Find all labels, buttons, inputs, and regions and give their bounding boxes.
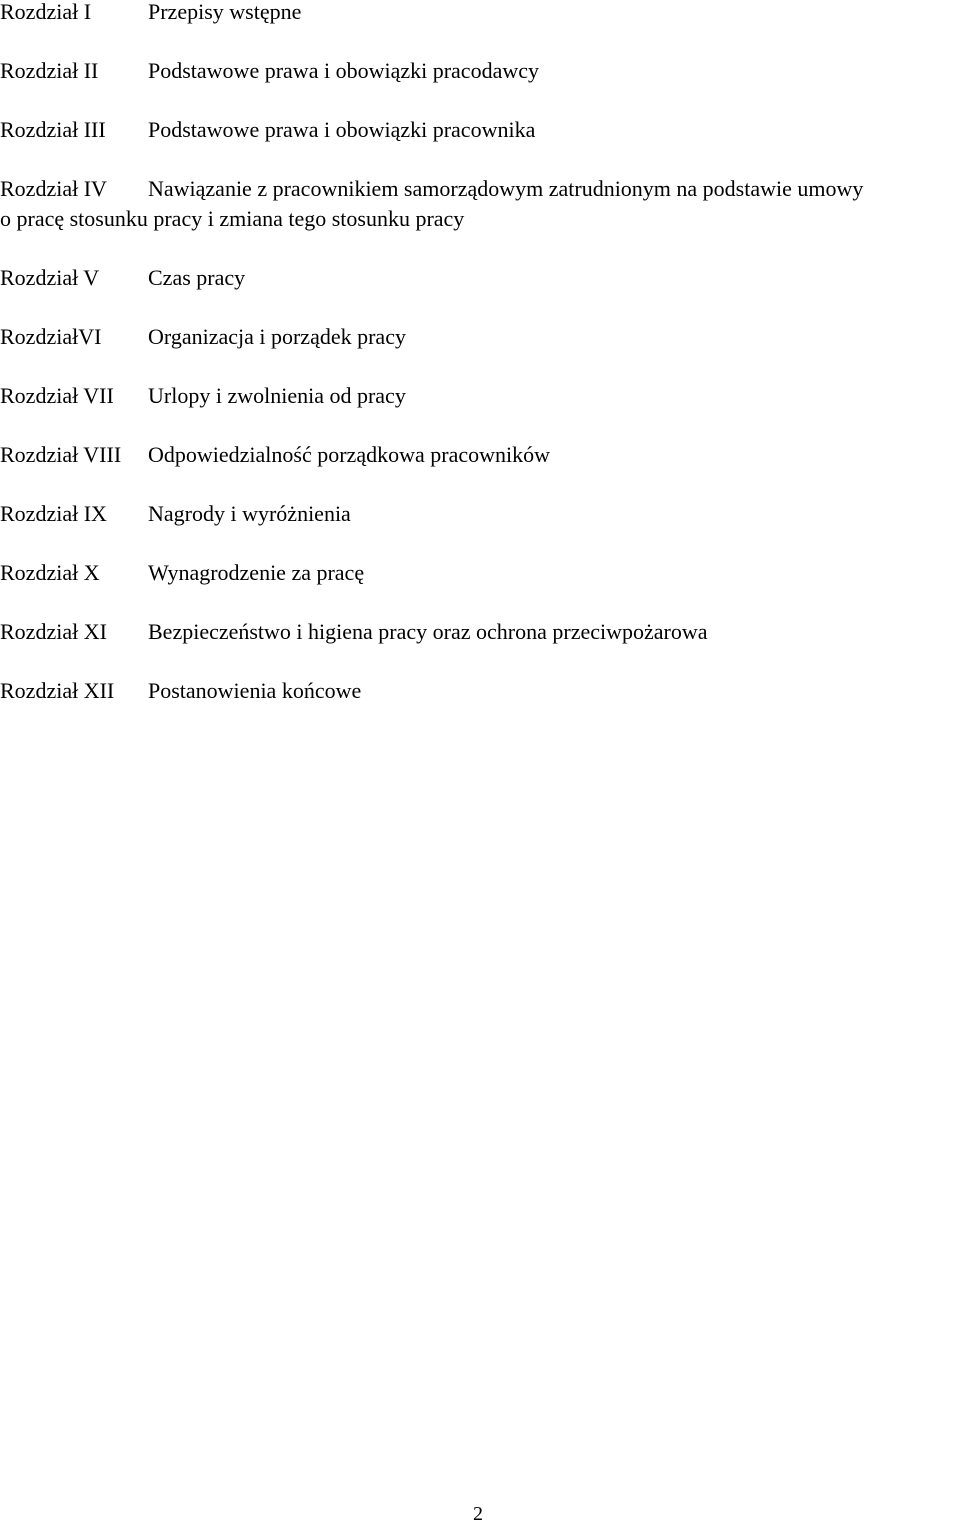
- chapter-title: Bezpieczeństwo i higiena pracy oraz ochrona przeciwpożarowa: [148, 619, 708, 644]
- chapter-label: Rozdział II: [0, 58, 99, 83]
- chapter-label: Rozdział XI: [0, 619, 107, 644]
- chapter-label: Rozdział III: [0, 117, 106, 142]
- chapter-label: Rozdział I: [0, 0, 92, 24]
- chapter-title: Odpowiedzialność porządkowa pracowników: [148, 442, 550, 467]
- chapter-title: Nawiązanie z pracownikiem samorządowym zatrudnionym na podstawie umowy: [148, 176, 864, 201]
- chapter-title: Postanowienia końcowe: [148, 678, 362, 703]
- chapter-title: Podstawowe prawa i obowiązki pracodawcy: [148, 58, 539, 83]
- chapter-title: Organizacja i porządek pracy: [148, 324, 406, 349]
- chapter-label: Rozdział X: [0, 560, 100, 585]
- chapter-label: Rozdział V: [0, 265, 100, 290]
- page-number: 2: [473, 1503, 483, 1525]
- chapter-title: Urlopy i zwolnienia od pracy: [148, 383, 406, 408]
- chapter-label: Rozdział IX: [0, 501, 107, 526]
- chapter-title-continuation: o pracę stosunku pracy i zmiana tego stosunku pracy: [0, 206, 465, 231]
- chapter-label: RozdziałVI: [0, 324, 102, 349]
- chapter-title: Czas pracy: [148, 265, 246, 290]
- chapter-title: Nagrody i wyróżnienia: [148, 501, 351, 526]
- chapter-title: Podstawowe prawa i obowiązki pracownika: [148, 117, 536, 142]
- chapter-label: Rozdział XII: [0, 678, 115, 703]
- chapter-label: Rozdział VII: [0, 383, 114, 408]
- chapter-title: Wynagrodzenie za pracę: [148, 560, 365, 585]
- chapter-label: Rozdział IV: [0, 176, 107, 201]
- chapter-label: Rozdział VIII: [0, 442, 122, 467]
- chapter-title: Przepisy wstępne: [148, 0, 302, 24]
